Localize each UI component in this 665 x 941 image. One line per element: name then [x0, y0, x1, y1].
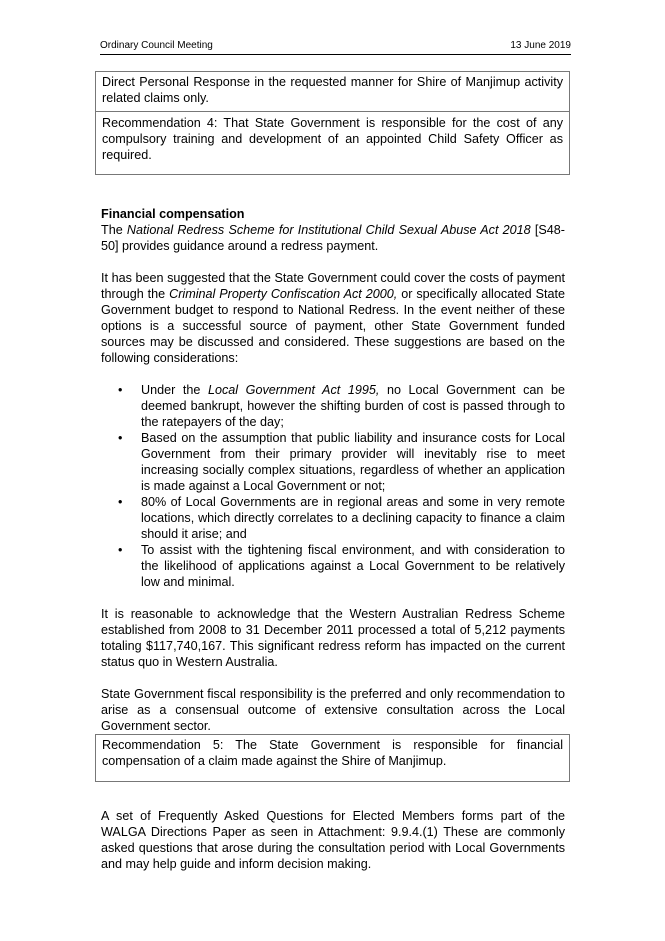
faq-section — [101, 808, 565, 872]
header-date: 13 June 2019 — [510, 40, 571, 51]
list-item: • 80% of Local Governments are in regional areas and some in very remote locations, which directly correlates to a declining capacity to finance a claim should it arise; and — [101, 494, 565, 542]
list-item: • Under the Local Government Act 1995, no Local Government can be deemed bankrupt, however the shifting burden of cost is passed through to the ratepayers of the day; — [101, 382, 565, 430]
paragraph-wa-redress-scheme: It is reasonable to acknowledge that the Western Australian Redress Scheme established from 2008 to 31 December 2011 processed a total of 5,212 payments totaling $117,740,167. This significant redress reform has impacted on the current status quo in Western Australia. — [101, 607, 565, 669]
recommendation-box-top — [95, 71, 570, 175]
paragraph-faq: A set of Frequently Asked Questions for Elected Members forms part of the WALGA Directions Paper as seen in Attachment: 9.9.4.(1) These are commonly asked questions that arose during the consultation period with Local Governments and may help guide and inform decision making. — [101, 809, 565, 871]
paragraph-redress-act: The National Redress Scheme for Institutional Child Sexual Abuse Act 2018 [S48-50] provides guidance around a redress payment. — [101, 223, 565, 253]
act-title-italic: National Redress Scheme for Institutional Child Sexual Abuse Act 2018 — [126, 223, 531, 237]
considerations-list — [101, 382, 565, 590]
list-item: • Based on the assumption that public liability and insurance costs for Local Government from their primary provider will inevitably rise to meet increasing socially complex situations, regardless of whether an application is made against a Local Government or not; — [101, 430, 565, 494]
act-title-italic: Local Government Act 1995, — [207, 383, 380, 397]
list-item: • To assist with the tightening fiscal environment, and with consideration to the likelihood of applications against a Local Government to be relatively low and minimal. — [101, 542, 565, 590]
page-header — [100, 40, 571, 55]
recommendation-4-text: Recommendation 4: That State Government is responsible for the cost of any compulsory training and development of an appointed Child Safety Officer as required. — [96, 111, 569, 174]
act-title-italic: Criminal Property Confiscation Act 2000, — [169, 287, 398, 301]
paragraph-fiscal-responsibility: State Government fiscal responsibility is the preferred and only recommendation to arise as a consensual outcome of extensive consultation across the Local Government sector. — [101, 687, 565, 733]
direct-personal-response-text: Direct Personal Response in the requested manner for Shire of Manjimup activity related claims only. — [102, 75, 563, 105]
financial-compensation-section — [101, 206, 565, 734]
recommendation-5-text: Recommendation 5: The State Government is responsible for financial compensation of a claim made against the Shire of Manjimup. — [102, 738, 563, 768]
recommendation-box-5 — [95, 734, 570, 782]
paragraph-funding-sources: It has been suggested that the State Government could cover the costs of payment through the Criminal Property Confiscation Act 2000, or specifically allocated State Government budget to respond to National Redress. In the event neither of these options is a successful source of payment, other State Government funded sources may be discussed and considered. These suggestions are based on the following considerations: — [101, 271, 566, 365]
section-heading: Financial compensation — [101, 207, 245, 221]
header-meeting-title: Ordinary Council Meeting — [100, 40, 213, 51]
